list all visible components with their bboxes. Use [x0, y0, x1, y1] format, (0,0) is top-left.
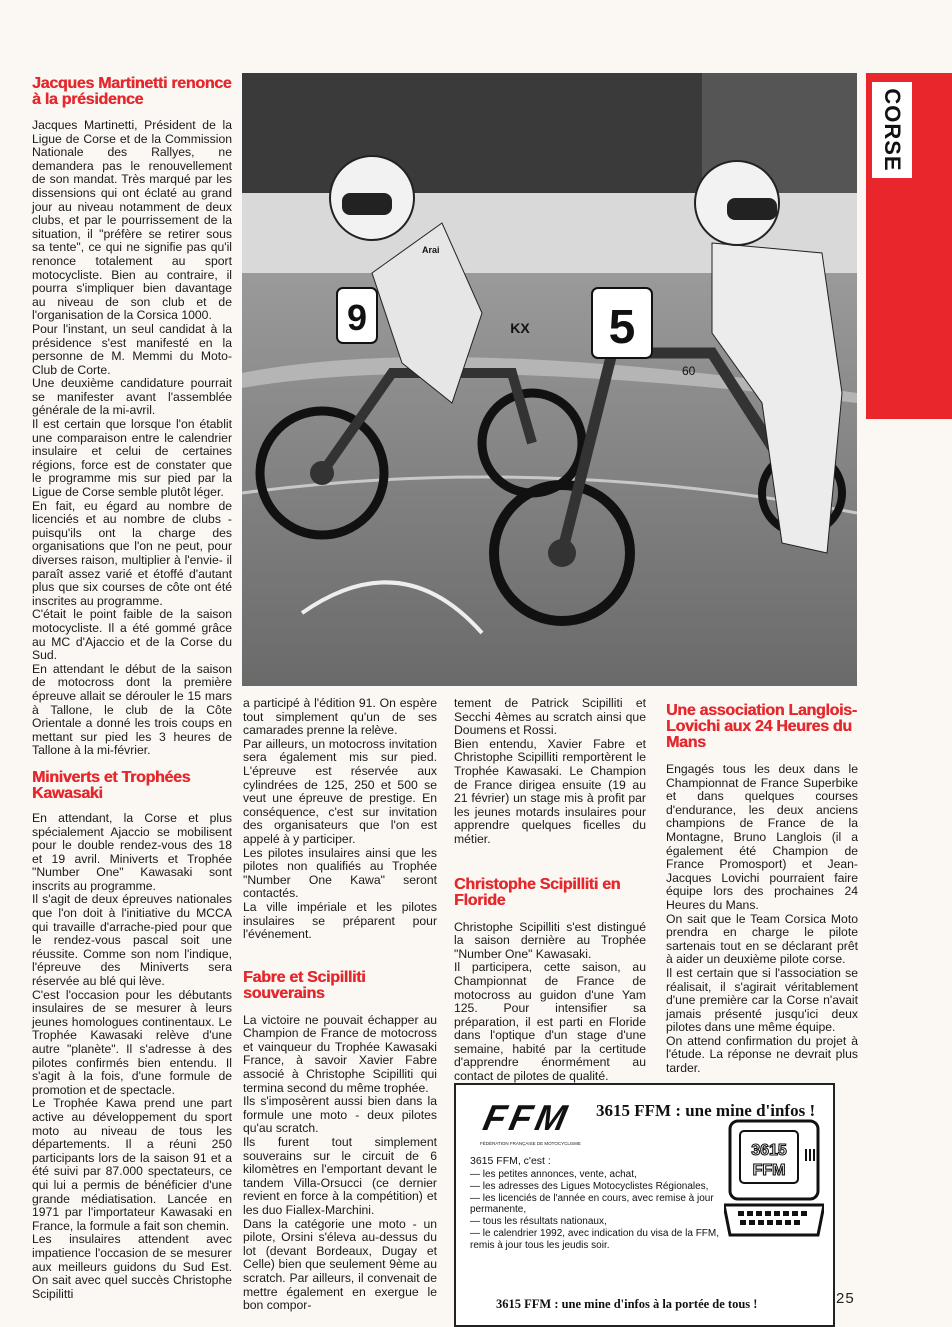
- paragraph: Dans la catégorie une moto - un pilote, Orsini s'éleva au-dessus du lot (devant Bordeaux, Dugay et Celle) bien que seulement 9ème au scratch. Par ailleurs, il convenait de mettre également en exergue le bon compor-: [243, 1216, 437, 1313]
- ad-items: [470, 1169, 735, 1252]
- paragraph: On sait que le Team Corsica Moto prendra en charge le pilote sartenais tout en se déclarant prêt à aider un deuxième pilote corse.: [666, 911, 858, 967]
- paragraph: Christophe Scipilliti s'est distingué la saison dernière au Trophée "Number One" Kawasaki.: [454, 919, 646, 961]
- paragraph: Il participera, cette saison, au Championnat de France de motocross au guidon d'une Yam 125. Pour intensifier sa préparation, il est parti en Floride dans l'optique d'un stage d'une semaine, habité par la certitude d'apprendre énormément au contact de pilotes de qualité.: [454, 960, 646, 1084]
- paragraph: Les insulaires attendent avec impatience l'occasion de se mesurer aux meilleurs guidons du Sud Est. On sait avec quel succès Christophe Scipilitti: [32, 1232, 232, 1301]
- paragraph: En attendant le début de la saison de motocross dont la première épreuve allait se dérouler le 15 mars à Tallone, le club de la Côte Orientale a donné les trois coups en mettant sur pied les 3 heures de Tallone à la mi-février.: [32, 661, 232, 758]
- ad-item: — les petites annonces, vente, achat,: [470, 1169, 637, 1180]
- paragraph: Une deuxième candidature pourrait se manifester avant l'assemblée générale de la mi-avril.: [32, 376, 232, 418]
- ad-item: — tous les résultats nationaux,: [470, 1216, 607, 1228]
- paragraph: On attend confirmation du projet à l'étude. La réponse ne devrait plus tarder.: [666, 1033, 858, 1076]
- headline-langlois-lovichi: Une association Langlois-Lovichi aux 24 Heures du Mans: [666, 702, 857, 751]
- minitel-icon: [724, 1119, 824, 1237]
- paragraph: C'est l'occasion pour les débutants insulaires de se mesurer à leurs jeunes homologues continentaux. Le Trophée Kawasaki relève d'une autre "planète". Il s'adresse à des pilotes confirmés bien entendu. Il s'agit à la fois, d'une formule de promotion et de spectacle.: [32, 987, 232, 1097]
- headline-miniverts: Miniverts et Trophées Kawasaki: [32, 768, 191, 802]
- paragraph: C'était le point faible de la saison motocycliste. Il a été gommé grâce au MC d'Ajaccio et de la Corse du Sud.: [32, 607, 232, 663]
- column-3: [454, 697, 646, 1084]
- paragraph: La ville impériale et les pilotes insulaires se préparent pour l'événement.: [243, 899, 437, 942]
- paragraph: a participé à l'édition 91. On espère tout simplement qu'un de ses camarades prenne la relève.: [243, 696, 437, 738]
- plate-number-left: 9: [346, 297, 368, 338]
- ad-headline: 3615 FFM : une mine d'infos !: [596, 1101, 816, 1120]
- ad-intro: 3615 FFM, c'est :: [470, 1155, 551, 1167]
- ad-footer: 3615 FFM : une mine d'infos à la portée de tous !: [496, 1297, 758, 1311]
- minitel-screen-line2: FFM: [752, 1162, 786, 1179]
- minitel-screen-line1: 3615: [751, 1142, 787, 1159]
- headline-scipilliti-floride: Christophe Scipilliti en Floride: [454, 875, 621, 909]
- ffm-minitel-ad: [454, 1083, 835, 1327]
- ffm-federation: FÉDÉRATION FRANÇAISE DE MOTOCYCLISME: [480, 1141, 581, 1146]
- paragraph: Il s'agit de deux épreuves nationales que l'on doit à l'initiative du MCCA qui travaille d'arrache-pied pour que le rendez-vous pascal soit une réussite. Comme son nom l'indique, l'épreuve des Miniverts sera réservée au blé qui lève.: [32, 892, 232, 989]
- paragraph: En attendant, la Corse et plus spécialement Ajaccio se mobilisent pour le double rendez-vous des 18 et 19 avril. Miniverts et Trophée "Number One" Kawasaki sont inscrits au programme.: [32, 810, 232, 893]
- helmet-brand: Arai: [422, 245, 440, 255]
- section-tab-label: CORSE: [872, 82, 912, 178]
- column-1: [32, 76, 232, 1301]
- paragraph: Par ailleurs, un motocross invitation sera également mis sur pied. L'épreuve est réservée aux cylindrées de 125, 250 et 500 se veut une épreuve de prestige. En conséquence, c'est sur invitation des organisateurs que l'on est appelé à y participer.: [243, 736, 437, 846]
- column-2: [243, 697, 437, 1313]
- paragraph: Ils furent tout simplement souverains sur le circuit de 6 kilomètres en l'emportant devant le tandem Villa-Orsucci (ce dernier revient en force à la compétition) et les duo Fiallex-Marchini.: [243, 1135, 437, 1217]
- paragraph: Les pilotes insulaires ainsi que les pilotes non qualifiés au Trophée "Number One Kawa" seront contactés.: [243, 845, 437, 901]
- paragraph: Engagés tous les deux dans le Championnat de France Superbike et dans quelques courses d'endurance, les deux anciens champions de France de la Montagne, Bruno Langlois (il a également été Champion de France Promosport) et Jean-Jacques Lovichi pourraient faire équipe lors des prochaines 24 Heures du Mans.: [666, 762, 858, 912]
- column-4: [666, 703, 858, 1076]
- ad-item: — les licenciés de l'année en cours, avec remise à jour permanente,: [470, 1192, 714, 1216]
- headline-fabre: Fabre et Scipilliti souverains: [243, 968, 366, 1002]
- paragraph: Il est certain que si l'association se réalisait, il s'agirait véritablement d'une première car la Corse n'avait jamais présenté jusqu'ici deux pilotes dans une même équipe.: [666, 965, 858, 1035]
- paragraph: Ils s'imposèrent aussi bien dans la formule une moto - deux pilotes qu'au scratch.: [243, 1094, 437, 1136]
- paragraph: tement de Patrick Scipilliti et Secchi 4èmes au scratch ainsi que Doumens et Rossi.: [454, 696, 646, 738]
- paragraph: Bien entendu, Xavier Fabre et Christophe Scipilliti remportèrent le Trophée Kawasaki. Le Champion de France dirigea ensuite (19 au 21 février) un stage mis à profit par les jeunes motards insulaires pour apprendre quelques ficelles du métier.: [454, 736, 646, 846]
- page-number: 25: [836, 1290, 855, 1307]
- ad-item: — le calendrier 1992, avec indication du visa de la FFM, remis à jour tous les jeudis soir.: [470, 1227, 720, 1251]
- paragraph: La victoire ne pouvait échapper au Champion de France de motocross et vainqueur du Trophée Kawasaki France, à savoir Xavier Fabre associé à Christophe Scipilliti qui termina second du même trophée.: [243, 1012, 437, 1095]
- ad-item: — les adresses des Ligues Motocyclistes Régionales,: [470, 1180, 709, 1192]
- plate-number-right: 5: [608, 301, 636, 354]
- headline-martinetti: Jacques Martinetti renonce à la présidence: [32, 75, 232, 108]
- kx-badge: KX: [510, 320, 530, 336]
- paragraph: Jacques Martinetti, Président de la Ligue de Corse et de la Commission Nationale des Rallyes, ne demandera pas le renouvellement de son mandat. Très marqué par les dissensions qui ont éclaté au grand jour au niveau notamment de deux clubs, et par le pourrissement de la situation, il "préfère se retirer sous sa tente", ce qui ne signifie pas qu'il renonce totalement au sport motocycliste. Bien au contraire, il pourra s'impliquer bien davantage au niveau de son club et de l'organisation de la Corsica 1000.: [32, 118, 232, 323]
- paragraph: Le Trophée Kawa prend une part active au développement du sport moto au niveau de tous les départements. Il a réuni 250 participants lors de la saison 91 et a été suivi par 87.000 spectateurs, ce qui lui a permis de bénéficier d'une grande médiatisation. Lancée en 1971 par l'importateur Kawasaki en France, la formule a fait son chemin.: [32, 1096, 232, 1233]
- paragraph: Il est certain que lorsque l'on établit une comparaison entre le calendrier insulaire et celui de certaines régions, force est de constater que le programme mis sur pied par la Ligue de Corse semble plutôt léger.: [32, 417, 232, 500]
- bike-model: 60: [682, 364, 696, 378]
- motocross-photo: [242, 73, 857, 686]
- ffm-logo: FFM: [479, 1097, 575, 1138]
- paragraph: Pour l'instant, un seul candidat à la présidence s'est manifesté en la personne de M. Memmi du Moto-Club de Corte.: [32, 321, 232, 377]
- paragraph: En fait, eu égard au nombre de licenciés et au nombre de clubs -puisqu'ils ont la charge des organisations que l'on ne peut, pour diverses raison, multiplier à l'envie- il paraît assez varié et étoffé d'autant plus que six courses de côte ont été inscrites au programme.: [32, 498, 232, 608]
